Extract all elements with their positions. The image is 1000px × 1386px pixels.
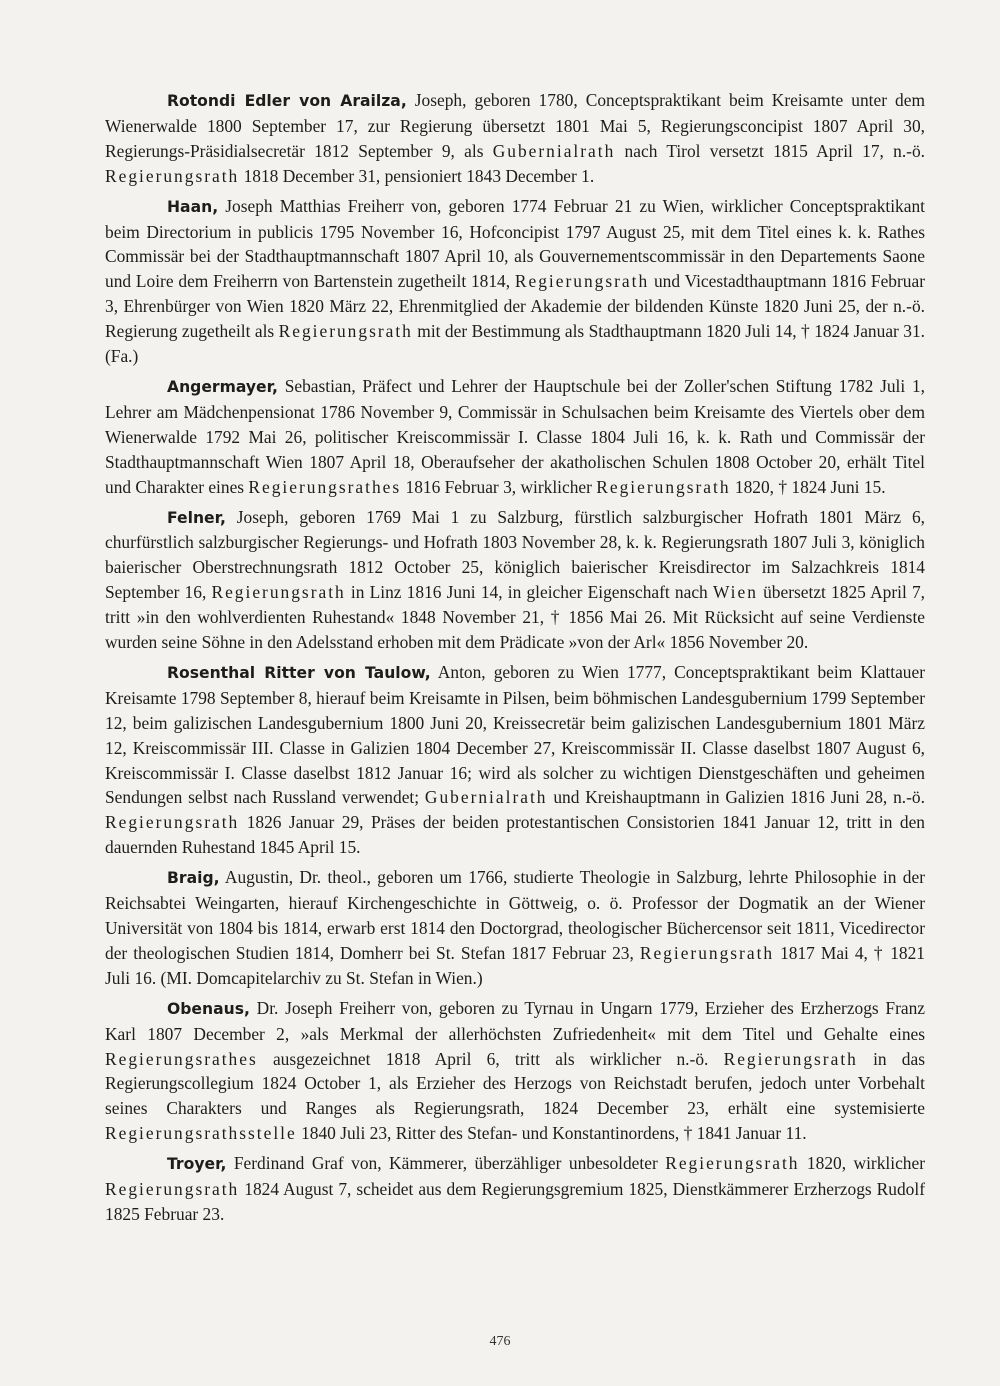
text-run: Dr. Joseph Freiherr von, geboren zu Tyrnau in Ungarn 1779, Erzieher des Erzherzogs Franz Karl 1807 December 2, »als Merkmal der allerhöchsten Zufriedenheit« mit dem Titel und Gehalte eines	[105, 997, 925, 1044]
page-number: 476	[489, 1334, 511, 1349]
entry-rosenthal	[105, 660, 925, 860]
spaced-term: Regierungsrath	[211, 582, 346, 603]
entry-text	[105, 196, 925, 366]
text-run: 1826 Januar 29, Präses der beiden protestantischen Consistorien 1841 Januar 12, tritt in den dauernden Ruhestand 1845 April 15.	[105, 812, 925, 858]
text-run: und Vicestadthauptmann 1816 Februar 3, Ehrenbürger von Wien 1820 März 22, Ehrenmitglied der Akademie der bildenden Künste 1820 Juni 25, der n.-ö. Regierung zugetheilt als	[105, 271, 925, 342]
text-run: übersetzt 1825 April 7, tritt »in den wohlverdienten Ruhestand« 1848 November 21, † 1856 Mai 26. Mit Rücksicht auf seine Verdienste wurden seine Söhne in den Adelsstand erhoben mit dem Prädicate »von der Arl« 1856 November 20.	[105, 582, 926, 653]
spaced-term: Regierungsrath	[105, 1179, 240, 1200]
text-run: 1840 Juli 23, Ritter des Stefan- und Konstantinordens, † 1841 Januar 11.	[296, 1123, 807, 1144]
text-run: 1820, † 1824 Juni 15.	[730, 476, 886, 497]
entry-felner	[105, 505, 925, 655]
spaced-term: Regierungsrath	[596, 476, 731, 497]
entry-name: Rosenthal Ritter von Taulow,	[167, 663, 431, 682]
text-run: in Linz 1816 Juni 14, in gleicher Eigenschaft nach	[345, 582, 713, 603]
entry-name: Obenaus,	[167, 999, 250, 1018]
text-run: nach Tirol versetzt 1815 April 17, n.-ö.	[615, 140, 925, 161]
spaced-term: Regierungsrath	[278, 321, 413, 342]
text-run: Joseph Matthias Freiherr von, geboren 1774 Februar 21 zu Wien, wirklicher Conceptspraktikant beim Directorium in publicis 1795 November 16, Hofconcipist 1797 August 25, mit dem Titel eines k. k. Rathes Commissär bei der Stadthauptmannschaft 1807 April 10, als Gouvernementscommissär in den Departements Saone und Loire dem Freiherrn von Bartenstein zugetheilt 1814,	[105, 195, 925, 292]
text-run: Ferdinand Graf von, Kämmerer, überzähliger unbesoldeter	[226, 1153, 666, 1174]
spaced-term: Regierungsrath	[514, 271, 650, 292]
text-run: 1820, wirklicher	[799, 1153, 925, 1174]
entry-text	[105, 867, 925, 988]
spaced-term: Regierungsrathes	[248, 476, 402, 497]
text-run: Augustin, Dr. theol., geboren um 1766, studierte Theologie in Salzburg, lehrte Philosophie in der Reichsabtei Weingarten, hierauf Kirchengeschichte in Göttweig, o. ö. Professor der Dogmatik an der Wiener Universität von 1804 bis 1814, erwarb erst 1814 den Doctorgrad, theologischer Büchercensor seit 1811, Vicedirector der theologischen Studien 1814, Domherr bei St. Stefan 1817 Februar 23,	[105, 867, 925, 963]
entry-name: Felner,	[167, 508, 226, 527]
spaced-term: Regierungsrath	[105, 812, 240, 833]
entry-obenaus	[105, 996, 925, 1146]
text-run: 1816 Februar 3, wirklicher	[401, 476, 597, 497]
spaced-term: Regierungsrath	[665, 1153, 800, 1174]
entry-name: Angermayer,	[167, 377, 278, 396]
text-run: mit der Bestimmung als Stadthauptmann 1820 Juli 14, † 1824 Januar 31. (Fa.)	[105, 321, 925, 367]
spaced-term: Regierungsrathes	[105, 1048, 258, 1069]
text-run: ausgezeichnet 1818 April 6, tritt als wirklicher n.-ö.	[257, 1048, 724, 1069]
text-run: 1818 December 31, pensioniert 1843 December 1.	[239, 165, 595, 186]
text-run: Sebastian, Präfect und Lehrer der Hauptschule bei der Zoller'schen Stiftung 1782 Juli 1, Lehrer am Mädchenpensionat 1786 November 9, Commissär in Schulsachen beim Kreisamte des Viertels ober dem Wienerwalde 1792 Mai 26, politischer Kreiscommissär I. Classe 1804 Juli 16, k. k. Rath und Commissär der Stadthauptmannschaft Wien 1807 April 18, Oberaufseher der akatholischen Schulen 1808 October 20, erhält Titel und Charakter eines	[105, 375, 925, 497]
entry-haan	[105, 194, 925, 369]
entry-text	[105, 662, 925, 857]
text-run: und Kreishauptmann in Galizien 1816 Juni 28, n.-ö.	[547, 787, 925, 808]
spaced-term: Regierungsrath	[105, 165, 240, 186]
spaced-term: Wien	[712, 582, 758, 603]
entry-angermayer	[105, 374, 925, 500]
spaced-term: Gubernialrath	[424, 787, 548, 808]
entry-name: Rotondi Edler von Arailza,	[167, 92, 407, 110]
text-run: 1817 Mai 4, † 1821 Juli 16. (MI. Domcapitelarchiv zu St. Stefan in Wien.)	[105, 942, 925, 988]
text-run: Anton, geboren zu Wien 1777, Conceptspraktikant beim Klattauer Kreisamte 1798 September 8, hierauf beim Kreisamte in Pilsen, beim böhmischen Landesgubernium 1799 September 12, beim galizischen Landesgubernium 1800 Juni 20, Kreissecretär beim galizischen Landesgubernium 1801 März 12, Kreiscommissär III. Classe in Galizien 1804 December 27, Kreiscommissär II. Classe daselbst 1807 August 6, Kreiscommissär I. Classe daselbst 1812 Januar 16; wird als solcher zu wichtigen Dienstgeschäften und geheimen Sendungen selbst nach Russland verwendet;	[105, 661, 925, 808]
text-run: in das Regierungscollegium 1824 October 1, als Erzieher des Herzogs von Reichstadt berufen, jedoch unter Vorbehalt seines Charakters und Ranges als Regierungsrath, 1824 December 23, erhält eine systemisierte	[105, 1048, 925, 1119]
entry-name: Braig,	[167, 869, 220, 888]
entry-text	[105, 1153, 925, 1224]
spaced-term: Regierungsrathsstelle	[105, 1123, 297, 1144]
entry-rotondi	[105, 88, 925, 189]
entry-troyer	[105, 1151, 925, 1227]
entry-braig	[105, 865, 925, 991]
entry-name: Troyer,	[167, 1155, 227, 1174]
entry-text	[105, 998, 925, 1144]
entry-name: Haan,	[167, 197, 219, 216]
text-run: 1824 August 7, scheidet aus dem Regierungsgremium 1825, Dienstkämmerer Erzherzogs Rudolf 1825 Februar 23.	[105, 1179, 925, 1224]
spaced-term: Gubernialrath	[492, 140, 616, 161]
spaced-term: Regierungsrath	[639, 942, 775, 963]
document-body	[105, 88, 925, 1227]
spaced-term: Regierungsrath	[723, 1048, 858, 1069]
entry-text	[105, 507, 925, 653]
text-run: Joseph, geboren 1769 Mai 1 zu Salzburg, fürstlich salzburgischer Hofrath 1801 März 6, churfürstlich salzburgischer Regierungs- und Hofrath 1803 November 28, k. k. Regierungsrath 1807 Juli 3, königlich baierischer Oberstrechnungsrath 1812 October 25, königlich baierischer Kreisdirector im Salzachkreis 1814 September 16,	[105, 506, 925, 603]
text-run: Joseph, geboren 1780, Conceptspraktikant beim Kreisamte unter dem Wienerwalde 1800 September 17, zur Regierung übersetzt 1801 Mai 5, Regierungsconcipist 1807 April 30, Regierungs-Präsidialsecretär 1812 September 9, als	[105, 90, 925, 161]
